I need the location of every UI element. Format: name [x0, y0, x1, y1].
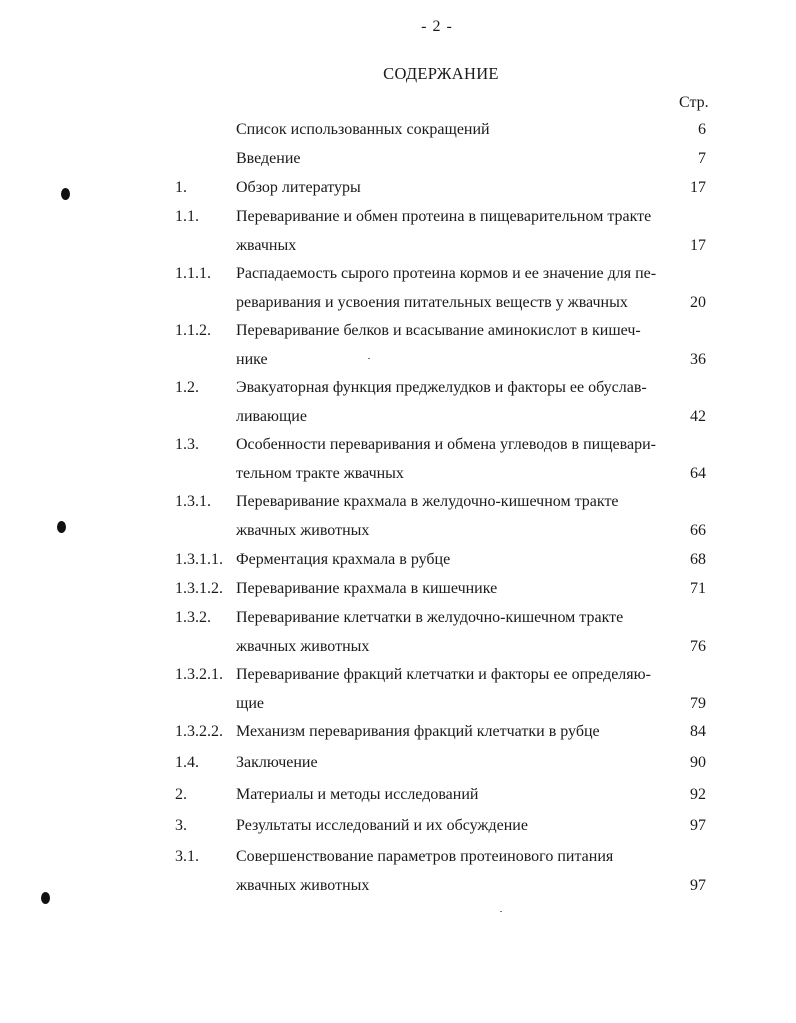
toc-entry-number: 3.1. — [175, 848, 199, 865]
page-number: - 2 - — [421, 18, 453, 35]
toc-entry — [0, 723, 796, 752]
toc-entry-page: 92 — [690, 786, 706, 803]
toc-entry-page: 84 — [690, 723, 706, 740]
toc-entry — [0, 208, 796, 265]
toc-entry-number: 1.3.2. — [175, 609, 211, 626]
toc-entry-page: 90 — [690, 754, 706, 771]
toc-entry-page: 79 — [690, 694, 706, 712]
toc-entry-title: Переваривание клетчатки в желудочно-кишечном тракте — [236, 609, 624, 626]
toc-entry-title: реваривания и усвоения питательных веществ у жвачных — [236, 293, 628, 311]
toc-entry-title: Переваривание белков и всасывание аминокислот в кишеч- — [236, 322, 641, 339]
toc-entry-title: нике — [236, 350, 268, 368]
toc-entry-number: 2. — [175, 786, 187, 803]
toc-entry-number: 1.3.1. — [175, 493, 211, 510]
toc-entry — [0, 265, 796, 322]
toc-entry-title: жвачных животных — [236, 637, 370, 655]
toc-entry-title: Особенности переваривания и обмена углеводов в пищевари- — [236, 436, 656, 453]
toc-entry-number: 1.1.2. — [175, 322, 211, 339]
toc-entry-title: Переваривание крахмала в желудочно-кишечном тракте — [236, 493, 619, 510]
toc-entry-title: щие — [236, 694, 264, 712]
scan-speck — [368, 358, 370, 359]
toc-entry-title: Переваривание и обмен протеина в пищеварительном тракте — [236, 208, 652, 225]
toc-entry-page: 71 — [690, 580, 706, 597]
toc-entry — [0, 848, 796, 905]
toc-entry-number: 1.1. — [175, 208, 199, 225]
toc-entry — [0, 754, 796, 783]
toc-entry-number: 1.3.1.2. — [175, 580, 223, 597]
page-title: СОДЕРЖАНИЕ — [383, 64, 499, 83]
toc-entry-title: тельном тракте жвачных — [236, 464, 404, 482]
toc-entry-page: 6 — [698, 121, 706, 138]
toc-entry — [0, 609, 796, 666]
toc-entry-number: 1.3.2.2. — [175, 723, 223, 740]
toc-entry-title: ливающие — [236, 407, 307, 425]
toc-entry — [0, 817, 796, 846]
toc-entry-title: жвачных животных — [236, 876, 370, 894]
toc-entry-title: жвачных — [236, 236, 297, 254]
toc-entry — [0, 179, 796, 208]
toc-entry-number: 1.3. — [175, 436, 199, 453]
toc-entry — [0, 666, 796, 723]
toc-entry-title: Переваривание фракций клетчатки и факторы ее определяю- — [236, 666, 651, 683]
toc-entry-title: жвачных животных — [236, 521, 370, 539]
page-column-header: Стр. — [679, 94, 709, 111]
toc-entry — [0, 551, 796, 580]
toc-entry-page: 42 — [690, 407, 706, 425]
toc-entry — [0, 786, 796, 815]
toc-entry — [0, 150, 796, 179]
toc-entry — [0, 436, 796, 493]
toc-entry-title: Заключение — [236, 754, 318, 771]
toc-entry-title: Ферментация крахмала в рубце — [236, 551, 451, 568]
toc-entry-page: 36 — [690, 350, 706, 368]
toc-entry-title: Материалы и методы исследований — [236, 786, 479, 803]
toc-entry — [0, 322, 796, 379]
binding-hole-mark — [61, 188, 70, 200]
toc-entry-page: 20 — [690, 293, 706, 311]
toc-entry-page: 7 — [698, 150, 706, 167]
binding-hole-mark — [41, 892, 50, 904]
toc-entry-number: 1.3.2.1. — [175, 666, 223, 683]
toc-entry-title: Результаты исследований и их обсуждение — [236, 817, 528, 834]
toc-entry-title: Распадаемость сырого протеина кормов и ее значение для пе- — [236, 265, 657, 282]
toc-entry-page: 76 — [690, 637, 706, 655]
toc-entry-title: Переваривание крахмала в кишечнике — [236, 580, 498, 597]
toc-entry — [0, 580, 796, 609]
toc-entry-title: Эвакуаторная функция преджелудков и факторы ее обуслав- — [236, 379, 647, 396]
toc-entry-title: Введение — [236, 150, 301, 167]
toc-entry-number: 1. — [175, 179, 187, 196]
binding-hole-mark — [57, 521, 66, 533]
toc-entry-number: 1.1.1. — [175, 265, 211, 282]
toc-entry-number: 1.2. — [175, 379, 199, 396]
toc-entry — [0, 121, 796, 150]
toc-entry — [0, 379, 796, 436]
toc-entry-number: 3. — [175, 817, 187, 834]
toc-entry-title: Список использованных сокращений — [236, 121, 490, 138]
toc-entry-title: Обзор литературы — [236, 179, 361, 196]
toc-entry-title: Совершенствование параметров протеинового питания — [236, 848, 614, 865]
toc-entry-page: 97 — [690, 817, 706, 834]
toc-entry-number: 1.3.1.1. — [175, 551, 223, 568]
toc-entry-title: Механизм переваривания фракций клетчатки в рубце — [236, 723, 600, 740]
toc-entry-page: 97 — [690, 876, 706, 894]
toc-entry-page: 68 — [690, 551, 706, 568]
toc-entry — [0, 493, 796, 550]
toc-entry-page: 17 — [690, 179, 706, 196]
toc-entry-page: 66 — [690, 521, 706, 539]
scan-speck — [500, 911, 502, 912]
toc-entry-page: 17 — [690, 236, 706, 254]
toc-entry-number: 1.4. — [175, 754, 199, 771]
toc-entry-page: 64 — [690, 464, 706, 482]
